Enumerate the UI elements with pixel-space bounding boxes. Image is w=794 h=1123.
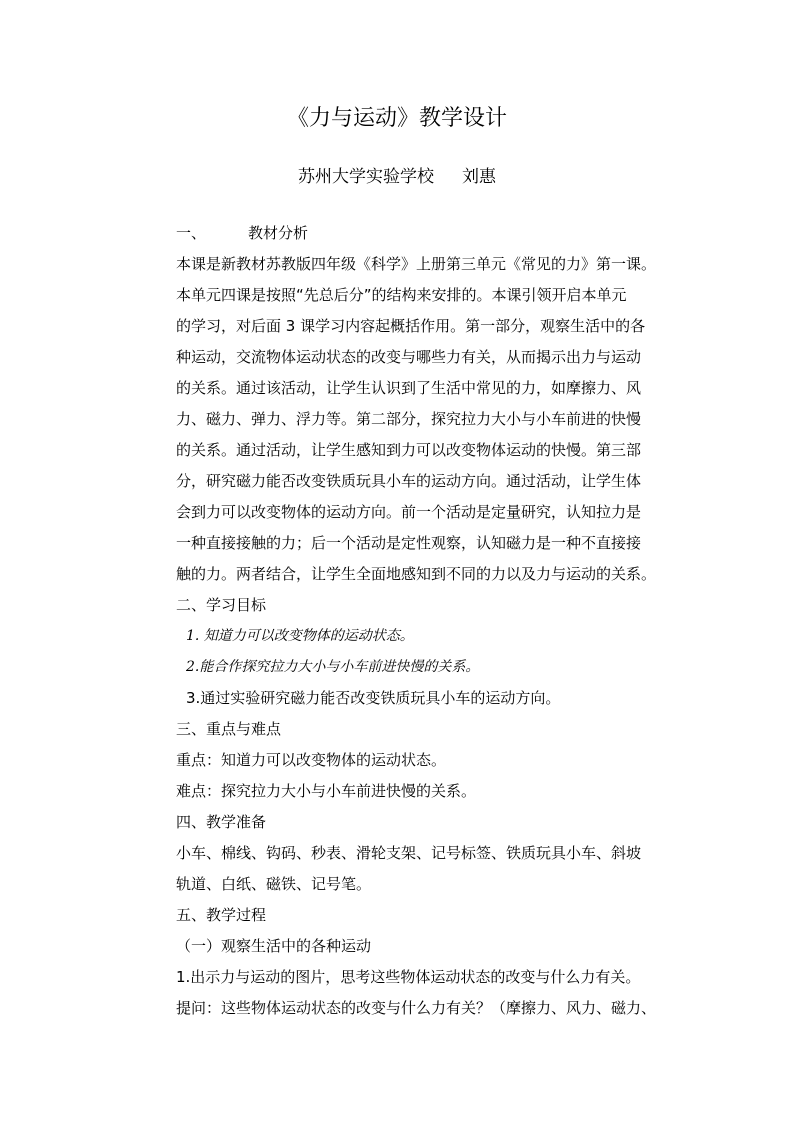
section-number: 一、	[176, 224, 207, 242]
paragraph-line: 轨道、白纸、磁铁、记号笔。	[176, 875, 372, 893]
section-title: 教材分析	[248, 224, 309, 242]
section-heading: 二、学习目标	[176, 596, 267, 614]
section-heading	[176, 218, 688, 249]
section-heading: 五、教学过程	[176, 906, 267, 924]
paragraph-line: 本课是新教材苏教版四年级《科学》上册第三单元《常见的力》第一课。	[176, 255, 657, 273]
author-name: 刘惠	[462, 167, 496, 187]
objective-item: 1. 知道力可以改变物体的运动状态。	[186, 628, 414, 644]
document-title: 《力与运动》教学设计	[286, 106, 507, 131]
objective-item: 3.通过实验研究磁力能否改变铁质玩具小车的运动方向。	[186, 689, 561, 707]
paragraph-line: 的关系。通过活动，让学生感知到力可以改变物体运动的快慢。第三部	[176, 441, 642, 459]
subsection-heading: （一）观察生活中的各种运动	[176, 937, 372, 955]
paragraph-line: 力、磁力、弹力、浮力等。第二部分，探究拉力大小与小车前进的快慢	[176, 410, 642, 428]
difficulty-point: 难点：探究拉力大小与小车前进快慢的关系。	[176, 782, 477, 800]
paragraph-line: 1.出示力与运动的图片，思考这些物体运动状态的改变与什么力有关。	[176, 968, 641, 986]
paragraph-line: 的学习，对后面 3 课学习内容起概括作用。第一部分，观察生活中的各	[176, 317, 646, 335]
section-heading: 三、重点与难点	[176, 720, 282, 738]
key-point: 重点：知道力可以改变物体的运动状态。	[176, 751, 447, 769]
paragraph-line: 一种直接接触的力；后一个活动是定性观察，认知磁力是一种不直接接	[176, 534, 642, 552]
paragraph-line: 的关系。通过该活动，让学生认识到了生活中常见的力，如摩擦力、风	[176, 379, 642, 397]
objective-item: 2.能合作探究拉力大小与小车前进快慢的关系。	[186, 659, 480, 675]
paragraph-line: 会到力可以改变物体的运动方向。前一个活动是定量研究，认知拉力是	[176, 503, 642, 521]
document-body	[176, 218, 688, 1024]
paragraph-line: 分，研究磁力能否改变铁质玩具小车的运动方向。通过活动，让学生体	[176, 472, 642, 490]
paragraph-line: 本单元四课是按照“先总后分”的结构来安排的。本课引领开启本单元	[176, 286, 627, 304]
document-author	[0, 164, 794, 190]
section-heading: 四、教学准备	[176, 813, 267, 831]
paragraph-line: 种运动，交流物体运动状态的改变与哪些力有关，从而揭示出力与运动	[176, 348, 642, 366]
author-school: 苏州大学实验学校	[298, 167, 434, 187]
paragraph-line: 触的力。两者结合，让学生全面地感知到不同的力以及力与运动的关系。	[176, 565, 657, 583]
paragraph-line: 提问：这些物体运动状态的改变与什么力有关？（摩擦力、风力、磁力、	[176, 999, 657, 1017]
paragraph-line: 小车、棉线、钩码、秒表、滑轮支架、记号标签、铁质玩具小车、斜坡	[176, 844, 642, 862]
